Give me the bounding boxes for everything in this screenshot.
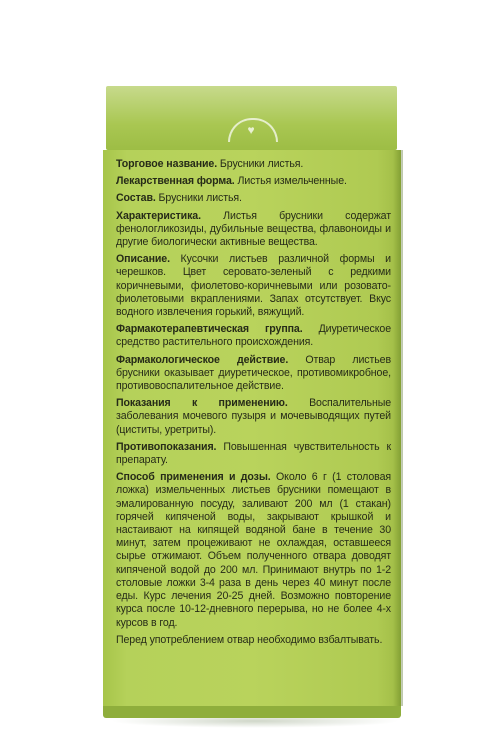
section-dosage: Способ применения и дозы. Около 6 г (1 столовая ложка) измельченных листьев брусники помещают в эмалированную посуду, заливают 200 мл (1 стакан) горячей кипяченой воды, закрывают крышкой и настаивают на кипящей водяной бане в течение 30 минут, затем процеживают не охлаждая, оставшееся сырье отжимают. Объем полученного отвара доводят кипяченой водой до 200 мл. Принимают внутрь по 1-2 столовые ложки 3-4 раза в день через 40 минут после еды. Курс лечения 20-25 дней. Возможно повторение курса после 10-12-дневного перерыва, но не более 4-х курсов в год. [116, 471, 391, 629]
section-trade-name: Торговое название. Брусники листья. [116, 158, 304, 170]
instruction-text [116, 158, 391, 651]
section-pharmacological-action: Фармакологическое действие. Отвар листьев брусники оказывает диуретическое, противомикробное, противовоспалительное действие. [116, 353, 391, 393]
section-composition: Состав. Брусники листья. [116, 192, 242, 205]
section-dosage-form: Лекарственная форма. Листья измельченные. [116, 175, 347, 188]
box-bottom-edge [103, 706, 401, 718]
box-side-edge [393, 150, 403, 706]
section-indications: Показания к применению. Воспалительные заболевания мочевого пузыря и мочевыводящих путей (циститы, уретриты). [116, 397, 391, 436]
section-pharmacotherapeutic-group: Фармакотерапевтическая группа. Диуретическое средство растительного происхождения. [116, 323, 391, 349]
section-characteristics: Характеристика. Листья брусники содержат фенологликозиды, дубильные вещества, флавоноиды и другие биологически активные вещества. [116, 209, 391, 249]
section-contraindications: Противопоказания. Повышенная чувствительность к препарату. [116, 440, 391, 467]
section-description: Описание. Кусочки листьев различной формы и черешков. Цвет серовато-зеленый с редкими коричневыми, фиолетово-коричневыми или розовато-фиолетовыми вкраплениями. Запах отсутствует. Вкус водного извлечения горький, вяжущий. [116, 253, 391, 319]
heart-icon: ♥ [247, 123, 255, 137]
section-note: Перед употреблением отвар необходимо взбалтывать. [116, 633, 383, 646]
